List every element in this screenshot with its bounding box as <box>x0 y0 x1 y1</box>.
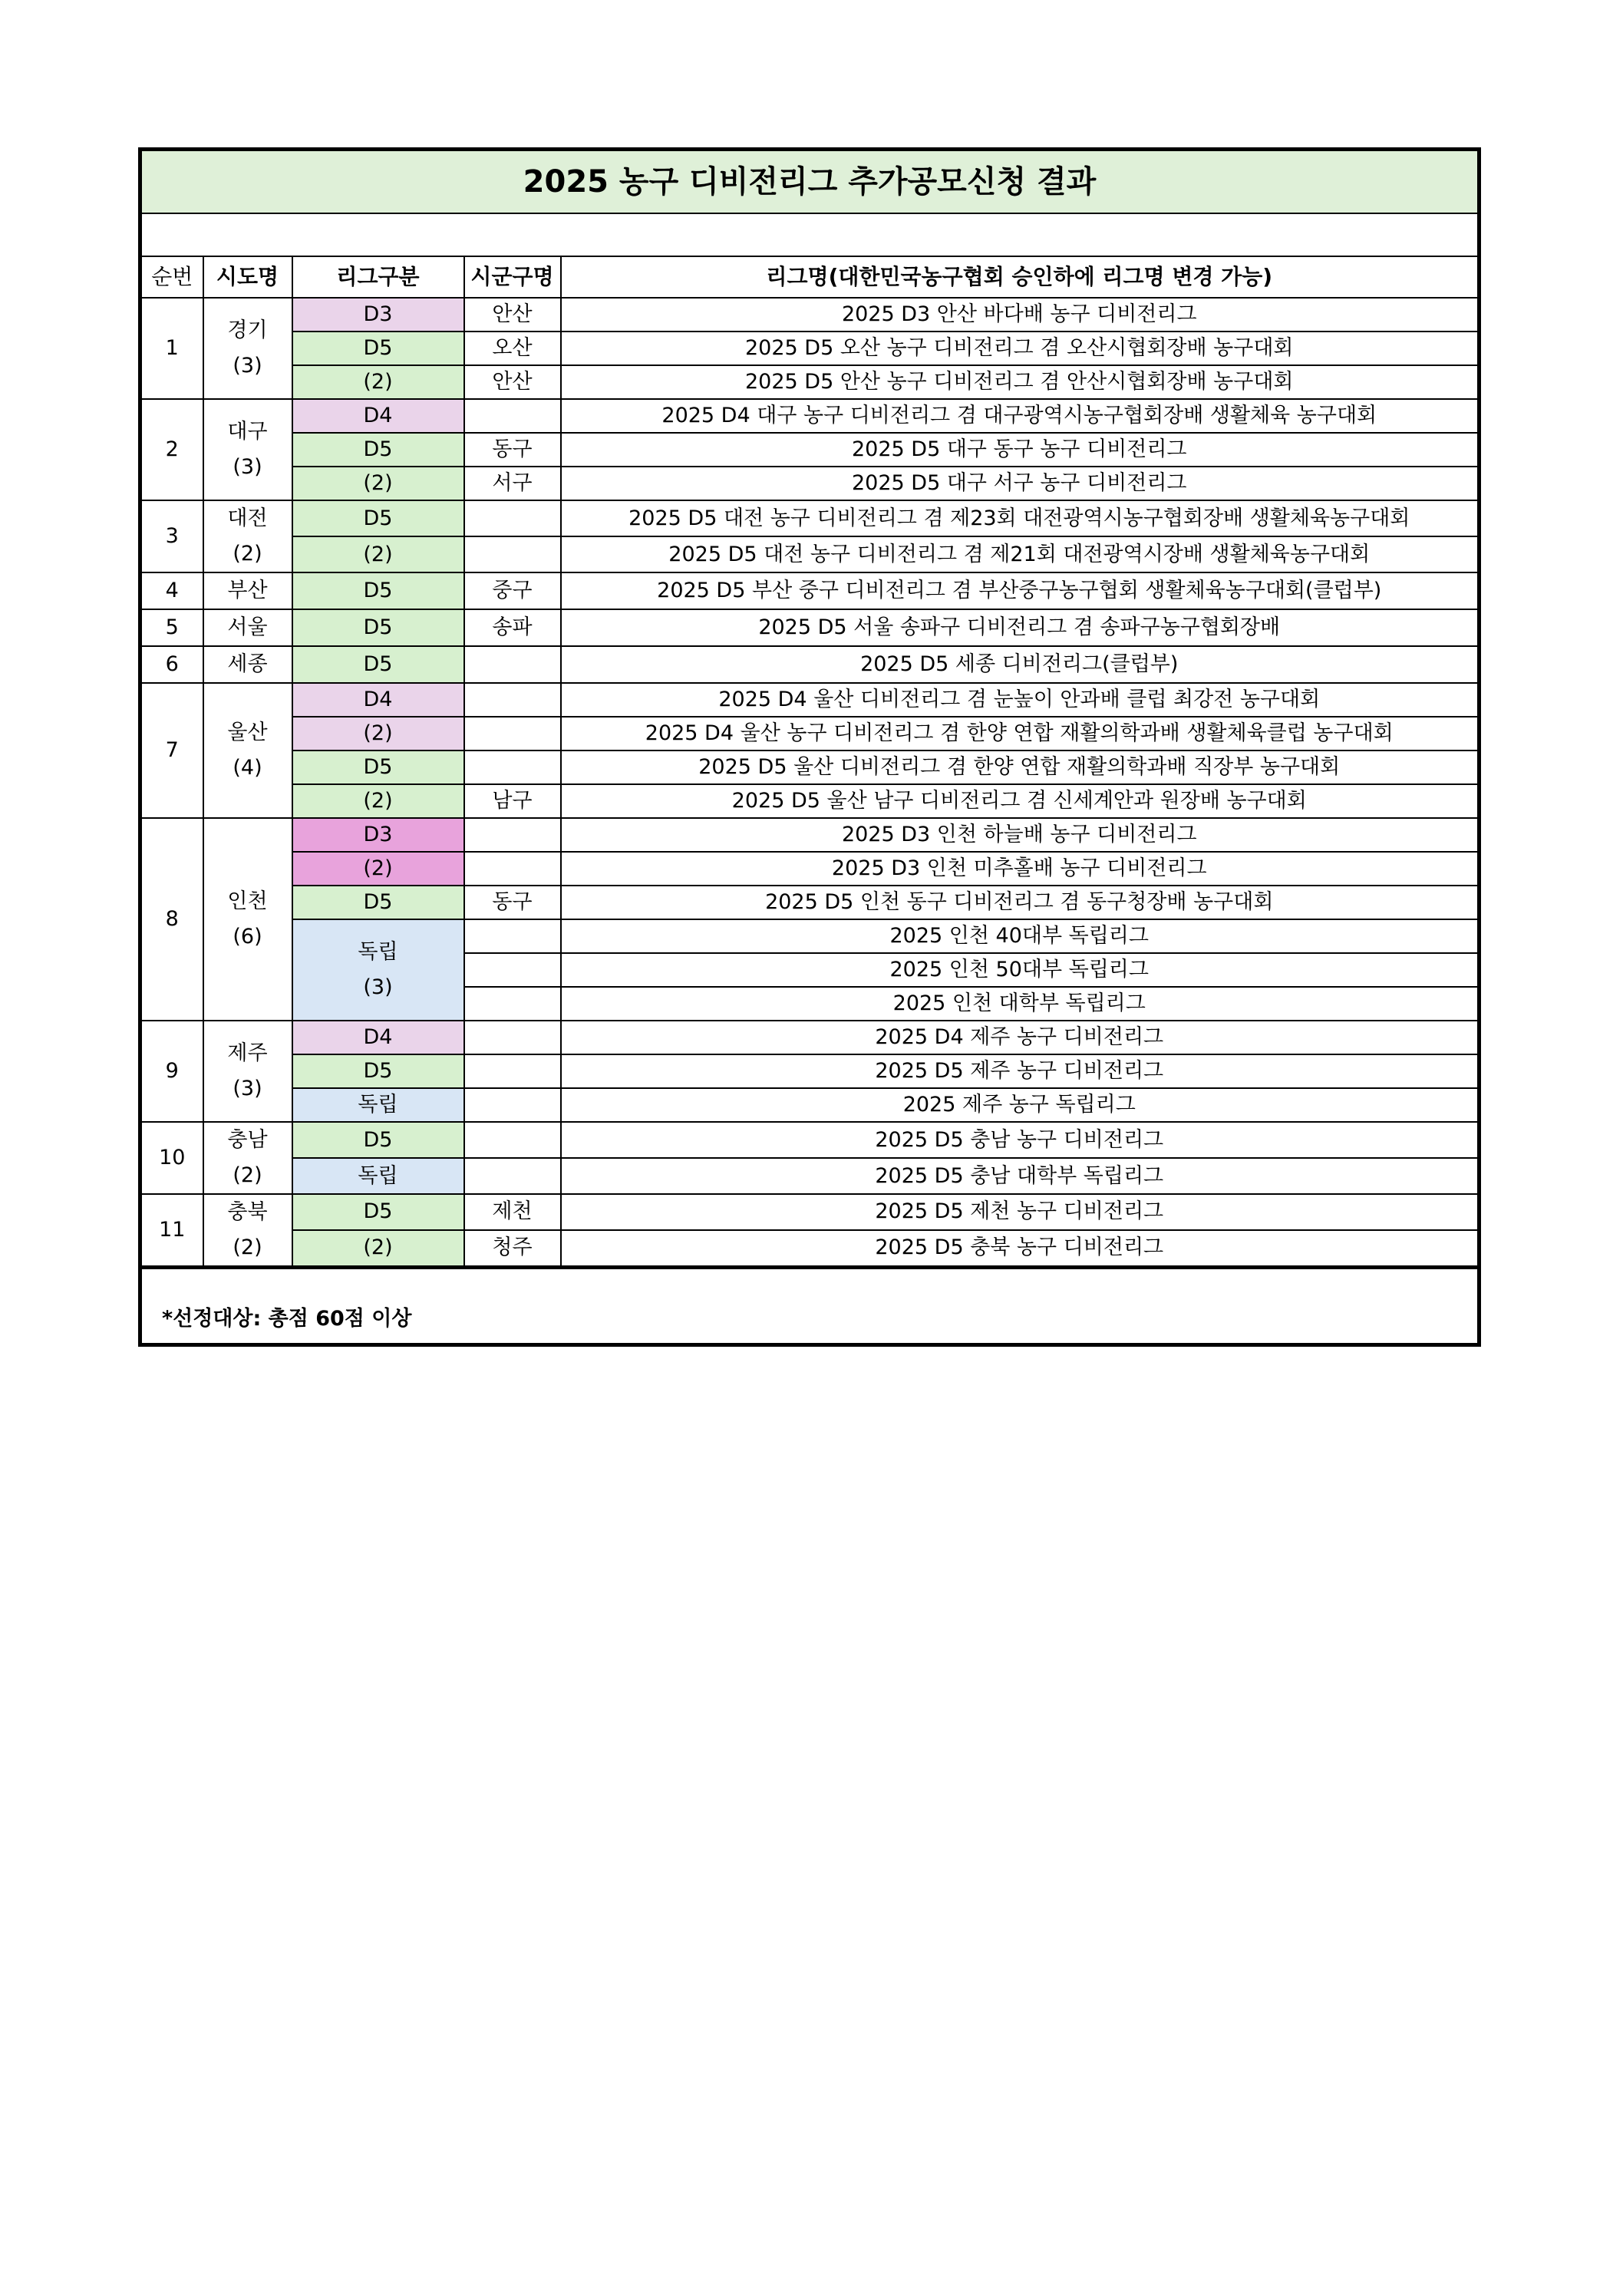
table-row <box>140 784 1480 818</box>
row-number: 9 <box>140 1021 203 1122</box>
league-name: 2025 D4 대구 농구 디비전리그 겸 대구광역시농구협회장배 생활체육 농구대회 <box>561 399 1480 433</box>
league-type: D4 <box>292 399 464 433</box>
city-name <box>464 1021 561 1054</box>
table-row <box>140 365 1480 399</box>
table-row <box>140 646 1480 683</box>
table-row <box>140 433 1480 467</box>
city-name: 서구 <box>464 467 561 500</box>
league-name: 2025 D5 부산 중구 디비전리그 겸 부산중구농구협회 생활체육농구대회(클럽부) <box>561 572 1480 609</box>
league-type: (2) <box>292 467 464 500</box>
city-name <box>464 953 561 987</box>
row-number: 7 <box>140 683 203 818</box>
city-name <box>464 399 561 433</box>
league-type: D5 <box>292 646 464 683</box>
table-row <box>140 1158 1480 1194</box>
league-name: 2025 인천 대학부 독립리그 <box>561 987 1480 1021</box>
table-row <box>140 609 1480 646</box>
league-name: 2025 D5 대구 동구 농구 디비전리그 <box>561 433 1480 467</box>
city-name <box>464 500 561 536</box>
table-row <box>140 1054 1480 1088</box>
header-number: 순번 <box>140 256 203 298</box>
region-cell <box>203 818 292 1021</box>
region-count: (3) <box>233 354 262 378</box>
league-type: (2) <box>292 852 464 886</box>
league-type: 독립 <box>292 1088 464 1122</box>
city-name <box>464 852 561 886</box>
region-name: 인천 <box>227 889 268 913</box>
league-name: 2025 D5 인천 동구 디비전리그 겸 동구청장배 농구대회 <box>561 886 1480 919</box>
region-cell <box>203 683 292 818</box>
region-count: (4) <box>233 756 262 780</box>
city-name <box>464 750 561 784</box>
league-type: D5 <box>292 332 464 365</box>
league-type: D5 <box>292 1054 464 1088</box>
region-name: 경기 <box>227 318 268 342</box>
league-type: (2) <box>292 784 464 818</box>
league-type: D3 <box>292 818 464 852</box>
row-number: 2 <box>140 399 203 500</box>
city-name <box>464 646 561 683</box>
table-row <box>140 1194 1480 1230</box>
document-page <box>138 147 1477 1347</box>
row-number: 6 <box>140 646 203 683</box>
table-row <box>140 750 1480 784</box>
league-count: (3) <box>363 975 393 999</box>
table-row <box>140 683 1480 717</box>
city-name: 제천 <box>464 1194 561 1230</box>
region-count: (3) <box>233 1077 262 1100</box>
league-type: D5 <box>292 433 464 467</box>
league-type: D3 <box>292 298 464 332</box>
city-name <box>464 1054 561 1088</box>
row-number: 4 <box>140 572 203 609</box>
league-name: 2025 D5 제천 농구 디비전리그 <box>561 1194 1480 1230</box>
table-row <box>140 818 1480 852</box>
table-row <box>140 1230 1480 1268</box>
table-row <box>140 572 1480 609</box>
row-number: 10 <box>140 1122 203 1194</box>
league-type: D5 <box>292 1122 464 1158</box>
league-name: 2025 D5 세종 디비전리그(클럽부) <box>561 646 1480 683</box>
league-type: D4 <box>292 1021 464 1054</box>
header-city: 시군구명 <box>464 256 561 298</box>
league-name: 2025 D5 제주 농구 디비전리그 <box>561 1054 1480 1088</box>
region-name: 울산 <box>227 721 268 744</box>
city-name: 안산 <box>464 298 561 332</box>
city-name <box>464 683 561 717</box>
league-name: 2025 제주 농구 독립리그 <box>561 1088 1480 1122</box>
city-name <box>464 987 561 1021</box>
selection-criteria: *선정대상: 총점 60점 이상 <box>162 1307 412 1331</box>
table-row <box>140 467 1480 500</box>
region-cell <box>203 500 292 572</box>
table-row <box>140 852 1480 886</box>
row-number: 1 <box>140 298 203 399</box>
league-name: 2025 D5 울산 디비전리그 겸 한양 연합 재활의학과배 직장부 농구대회 <box>561 750 1480 784</box>
table-row <box>140 886 1480 919</box>
league-name: 2025 D5 충북 농구 디비전리그 <box>561 1230 1480 1268</box>
city-name: 동구 <box>464 886 561 919</box>
league-type: (2) <box>292 717 464 750</box>
table-row <box>140 298 1480 332</box>
region-count: (2) <box>233 542 262 566</box>
city-name: 청주 <box>464 1230 561 1268</box>
region-cell <box>203 1194 292 1268</box>
league-name: 2025 D5 대전 농구 디비전리그 겸 제21회 대전광역시장배 생활체육농구대회 <box>561 536 1480 572</box>
league-type: (2) <box>292 536 464 572</box>
league-type: 독립 <box>358 940 398 964</box>
table-row <box>140 1021 1480 1054</box>
document-title: 2025 농구 디비전리그 추가공모신청 결과 <box>140 150 1480 214</box>
region-cell <box>203 399 292 500</box>
city-name <box>464 919 561 953</box>
table-row <box>140 536 1480 572</box>
region-name: 충남 <box>227 1128 268 1152</box>
row-number: 3 <box>140 500 203 572</box>
spacer-row <box>140 213 1480 256</box>
city-name <box>464 818 561 852</box>
table-body <box>140 298 1480 1345</box>
league-name: 2025 D5 안산 농구 디비전리그 겸 안산시협회장배 농구대회 <box>561 365 1480 399</box>
league-name: 2025 D5 대전 농구 디비전리그 겸 제23회 대전광역시농구협회장배 생활체육농구대회 <box>561 500 1480 536</box>
results-table <box>138 147 1481 1347</box>
league-type: 독립 <box>292 1158 464 1194</box>
footer-note <box>140 1268 1480 1345</box>
region-count: (6) <box>233 925 262 948</box>
league-type: D5 <box>292 609 464 646</box>
league-name: 2025 D5 오산 농구 디비전리그 겸 오산시협회장배 농구대회 <box>561 332 1480 365</box>
league-name: 2025 D5 서울 송파구 디비전리그 겸 송파구농구협회장배 <box>561 609 1480 646</box>
city-name: 안산 <box>464 365 561 399</box>
header-region: 시도명 <box>203 256 292 298</box>
league-name: 2025 인천 40대부 독립리그 <box>561 919 1480 953</box>
league-type: D5 <box>292 886 464 919</box>
header-league-type: 리그구분 <box>292 256 464 298</box>
league-name: 2025 D5 충남 대학부 독립리그 <box>561 1158 1480 1194</box>
region-count: (2) <box>233 1163 262 1187</box>
region-cell <box>203 1021 292 1122</box>
region-name: 대전 <box>227 506 268 530</box>
league-type: (2) <box>292 1230 464 1268</box>
row-number: 5 <box>140 609 203 646</box>
city-name: 송파 <box>464 609 561 646</box>
city-name: 오산 <box>464 332 561 365</box>
region-name: 부산 <box>203 572 292 609</box>
league-type: D5 <box>292 750 464 784</box>
league-name: 2025 D3 인천 하늘배 농구 디비전리그 <box>561 818 1480 852</box>
region-count: (3) <box>233 455 262 479</box>
table-row <box>140 1122 1480 1158</box>
city-name <box>464 717 561 750</box>
league-name: 2025 D4 울산 디비전리그 겸 눈높이 안과배 클럽 최강전 농구대회 <box>561 683 1480 717</box>
league-name: 2025 D5 충남 농구 디비전리그 <box>561 1122 1480 1158</box>
region-name: 제주 <box>227 1041 268 1065</box>
league-type: D5 <box>292 572 464 609</box>
city-name <box>464 536 561 572</box>
league-type: (2) <box>292 365 464 399</box>
table-row <box>140 332 1480 365</box>
league-type: D5 <box>292 1194 464 1230</box>
region-cell <box>203 298 292 399</box>
table-row <box>140 1088 1480 1122</box>
region-count: (2) <box>233 1235 262 1259</box>
city-name: 남구 <box>464 784 561 818</box>
city-name: 동구 <box>464 433 561 467</box>
league-name: 2025 D4 울산 농구 디비전리그 겸 한양 연합 재활의학과배 생활체육클럽 농구대회 <box>561 717 1480 750</box>
row-number: 11 <box>140 1194 203 1268</box>
header-league-name: 리그명(대한민국농구협회 승인하에 리그명 변경 가능) <box>561 256 1480 298</box>
league-name: 2025 D3 인천 미추홀배 농구 디비전리그 <box>561 852 1480 886</box>
region-name: 충북 <box>227 1200 268 1224</box>
league-name: 2025 D4 제주 농구 디비전리그 <box>561 1021 1480 1054</box>
table-header <box>140 256 1480 298</box>
row-number: 8 <box>140 818 203 1021</box>
region-name: 세종 <box>203 646 292 683</box>
city-name: 중구 <box>464 572 561 609</box>
table-row <box>140 717 1480 750</box>
table-row <box>140 919 1480 953</box>
region-name: 서울 <box>203 609 292 646</box>
region-cell <box>203 1122 292 1194</box>
city-name <box>464 1122 561 1158</box>
league-name: 2025 D5 대구 서구 농구 디비전리그 <box>561 467 1480 500</box>
league-name: 2025 인천 50대부 독립리그 <box>561 953 1480 987</box>
league-type: D4 <box>292 683 464 717</box>
region-name: 대구 <box>227 420 268 444</box>
league-name: 2025 D3 안산 바다배 농구 디비전리그 <box>561 298 1480 332</box>
city-name <box>464 1088 561 1122</box>
city-name <box>464 1158 561 1194</box>
league-type: D5 <box>292 500 464 536</box>
table-row <box>140 399 1480 433</box>
table-row <box>140 500 1480 536</box>
league-type-cell <box>292 919 464 1021</box>
league-name: 2025 D5 울산 남구 디비전리그 겸 신세계안과 원장배 농구대회 <box>561 784 1480 818</box>
